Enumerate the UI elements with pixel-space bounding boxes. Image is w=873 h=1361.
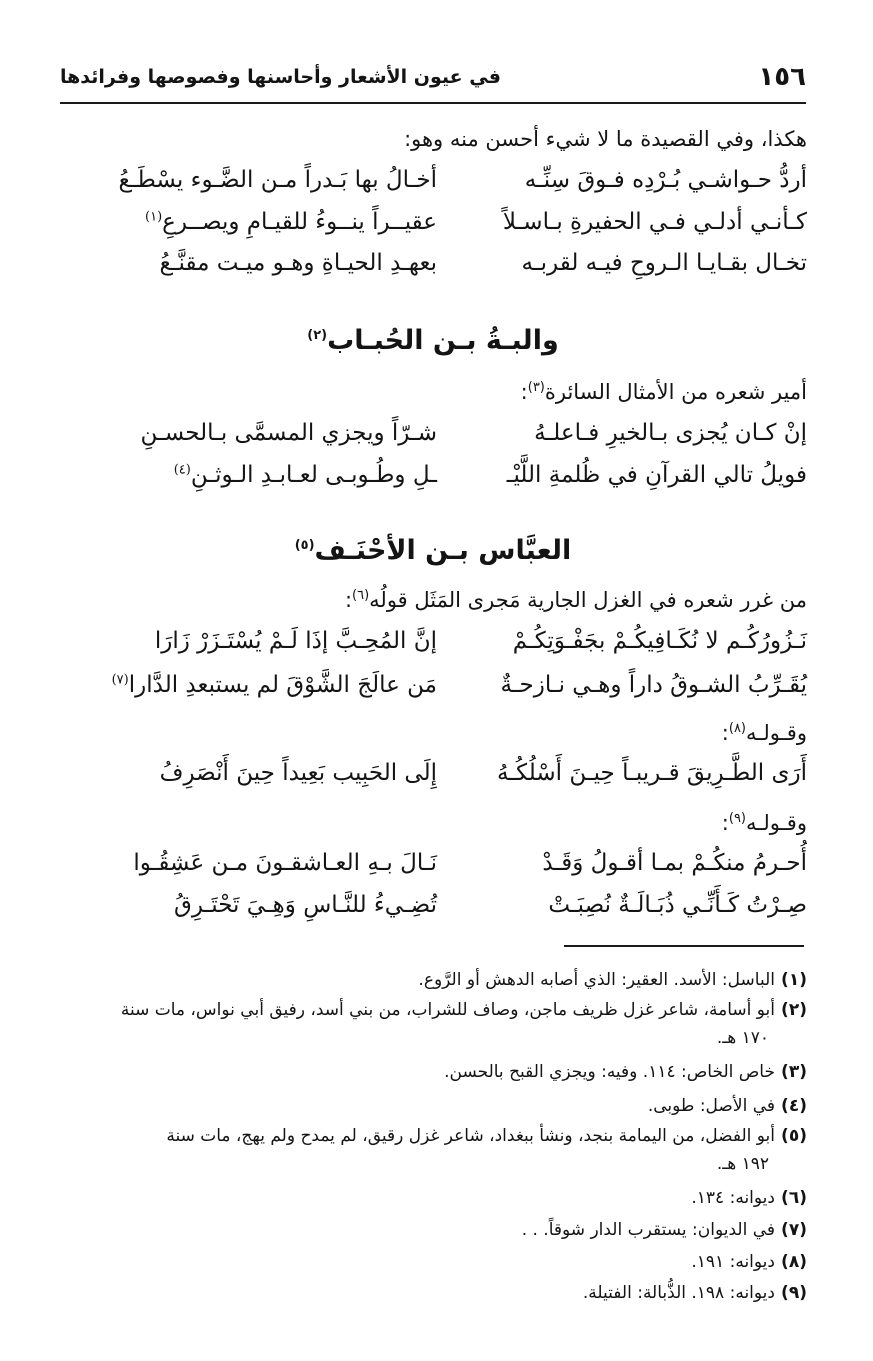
footnote-continuation: ١٩٢ هـ. — [716, 1154, 769, 1174]
verse-line — [67, 250, 807, 290]
verse-line — [67, 850, 807, 890]
footnote-number: (٥) — [781, 1126, 807, 1146]
second-hemistich: ـلِ وطُـوبـى لعـابـدِ الـوثـنِ$^{(٤)}$ — [173, 462, 437, 488]
footnote-number: (١) — [781, 970, 807, 990]
footnote — [57, 1092, 807, 1120]
footnote-text: أبو أسامة، شاعر غزل ظريف ماجن، وصاف للشراب، من بني أسد، رفيق أبي نواس، مات سنة — [120, 1000, 775, 1020]
footnote-marker: (٩) — [728, 811, 746, 826]
footnote-number: (٤) — [781, 1096, 807, 1116]
verse-line — [67, 672, 807, 712]
footnote — [57, 1122, 807, 1178]
footnote-number: (٢) — [781, 1000, 807, 1020]
intro-line: هكذا، وفي القصيدة ما لا شيء أحسن منه وهو: — [404, 127, 807, 151]
second-hemistich: شـرّاً ويجزي المسمَّى بـالحسـنِ — [140, 420, 437, 446]
verse-line — [67, 462, 807, 502]
footnote-text: في الديوان: يستقرب الدار شوقاً. . . — [521, 1220, 775, 1240]
running-header — [60, 58, 806, 104]
first-hemistich: نَـزُورُكُـم لا نُكَـافِيكُـمْ بجَفْـوَتِكُـمْ — [512, 628, 807, 654]
first-hemistich: كـأنـي أدلـي فـي الحفيرةِ بـاسـلاً — [502, 209, 807, 235]
footnote-text: ديوانه: ١٩٨. الذُّبالة: الفتيلة. — [582, 1283, 775, 1303]
first-hemistich: صِـرْتُ كَـأَنِّـي ذُبَـالَـةٌ نُصِبَـتْ — [548, 892, 807, 918]
section-heading: والبـةُ بـن الحُبـاب$^{(٢)}$ — [307, 325, 559, 356]
section-heading: العبَّاس بـن الأحْنَـف$^{(٥)}$ — [294, 535, 572, 566]
footnote-marker: (٦) — [352, 588, 370, 603]
first-hemistich: فويلُ تالي القرآنِ في ظُلمةِ اللَّيْـ — [506, 462, 807, 488]
footnote-number: (٣) — [781, 1062, 807, 1082]
second-hemistich: عقيــراً ينــوءُ للقيـامِ ويصــرعِ$^{(١)}$ — [145, 209, 437, 235]
page-number: ١٥٦ — [758, 62, 806, 92]
section-intro: من غرر شعره في الغزل الجارية مَجرى المَثَل قولُه$^{(٦)}$: — [344, 588, 807, 612]
running-title: في عيون الأشعار وأحاسنها وفصوصها وفرائدها — [60, 66, 501, 88]
verse-line — [67, 167, 807, 207]
footnote-marker: (٥) — [294, 538, 315, 553]
footnote-number: (٩) — [781, 1283, 807, 1303]
footnote-text: ديوانه: ١٩١. — [691, 1252, 775, 1272]
second-hemistich: إِلَى الحَبِيب بَعِيداً حِينَ أَنْصَرِفُ — [159, 760, 437, 786]
footnote — [57, 996, 807, 1052]
footnote-text: ديوانه: ١٣٤. — [691, 1188, 775, 1208]
footnote — [57, 1279, 807, 1307]
footnote — [57, 1216, 807, 1244]
quote-intro: وقـولـه$^{(٩)}$: — [721, 811, 807, 835]
footnote — [57, 1058, 807, 1086]
first-hemistich: يُقَـرِّبُ الشـوقُ داراً وهـي نـازحـةٌ — [500, 672, 807, 698]
footnote-continuation: ١٧٠ هـ. — [716, 1028, 769, 1048]
verse-line — [67, 760, 807, 800]
second-hemistich: بعهـدِ الحيـاةِ وهـو ميـت مقنَّـعُ — [159, 250, 437, 276]
footnote — [57, 966, 807, 994]
section-intro: أمير شعره من الأمثال السائرة$^{(٣)}$: — [520, 380, 807, 404]
footnote-text: أبو الفضل، من اليمامة بنجد، ونشأ ببغداد، شاعر غزل رقيق، لم يمدح ولم يهج، مات سنة — [166, 1126, 775, 1146]
footnote-divider — [564, 945, 804, 947]
second-hemistich: أخـالُ بها بَـدراً مـن الضَّـوء يسْطَـعُ — [118, 167, 437, 193]
first-hemistich: أُحـرمُ منكُـمْ بمـا أقـولُ وَقَـدْ — [542, 850, 807, 876]
footnote-marker: (٢) — [307, 328, 328, 343]
footnote-marker: (٤) — [173, 462, 191, 478]
footnote-number: (٦) — [781, 1188, 807, 1208]
footnote — [57, 1248, 807, 1276]
footnote-marker: (١) — [145, 209, 163, 225]
footnote-text: خاص الخاص: ١١٤. وفيه: ويجزي القبح بالحسن. — [444, 1062, 775, 1082]
footnote-marker: (٨) — [728, 721, 746, 736]
first-hemistich: تخـال بقـايـا الـروحِ فيـه لقربـه — [521, 250, 807, 276]
verse-line — [67, 420, 807, 460]
footnote-number: (٨) — [781, 1252, 807, 1272]
quote-intro: وقـولـه$^{(٨)}$: — [721, 721, 807, 745]
footnote-number: (٧) — [781, 1220, 807, 1240]
second-hemistich: إنَّ المُحِـبَّ إذَا لَـمْ يُسْتَـزَرْ زَارَا — [154, 628, 437, 654]
first-hemistich: أردُّ حـواشـي بُـرْدِه فـوقَ سِنِّـه — [524, 167, 807, 193]
footnote — [57, 1184, 807, 1212]
footnote-text: الباسل: الأسد. العقير: الذي أصابه الدهش أو الرَّوع. — [418, 970, 775, 990]
footnote-text: في الأصل: طوبى. — [647, 1096, 775, 1116]
verse-line — [67, 209, 807, 249]
footnote-marker: (٣) — [527, 380, 545, 395]
first-hemistich: أَرَى الطَّـرِيقَ قـريبـاً حِيـنَ أَسْلُكُـهُ — [497, 760, 807, 786]
second-hemistich: مَن عالَجَ الشَّوْقَ لم يستبعدِ الدَّارا$^{(٧)}$ — [111, 672, 437, 698]
footnote-marker: (٧) — [111, 672, 129, 688]
verse-line — [67, 892, 807, 932]
second-hemistich: تُضِـيءُ للنَّـاسِ وَهِـيَ تَحْتَـرِقُ — [174, 892, 437, 918]
second-hemistich: نَـالَ بـهِ العـاشقـونَ مـن عَشِقُـوا — [133, 850, 437, 876]
verse-line — [67, 628, 807, 668]
first-hemistich: إنْ كـان يُجزى بـالخيرِ فـاعلـهُ — [534, 420, 807, 446]
